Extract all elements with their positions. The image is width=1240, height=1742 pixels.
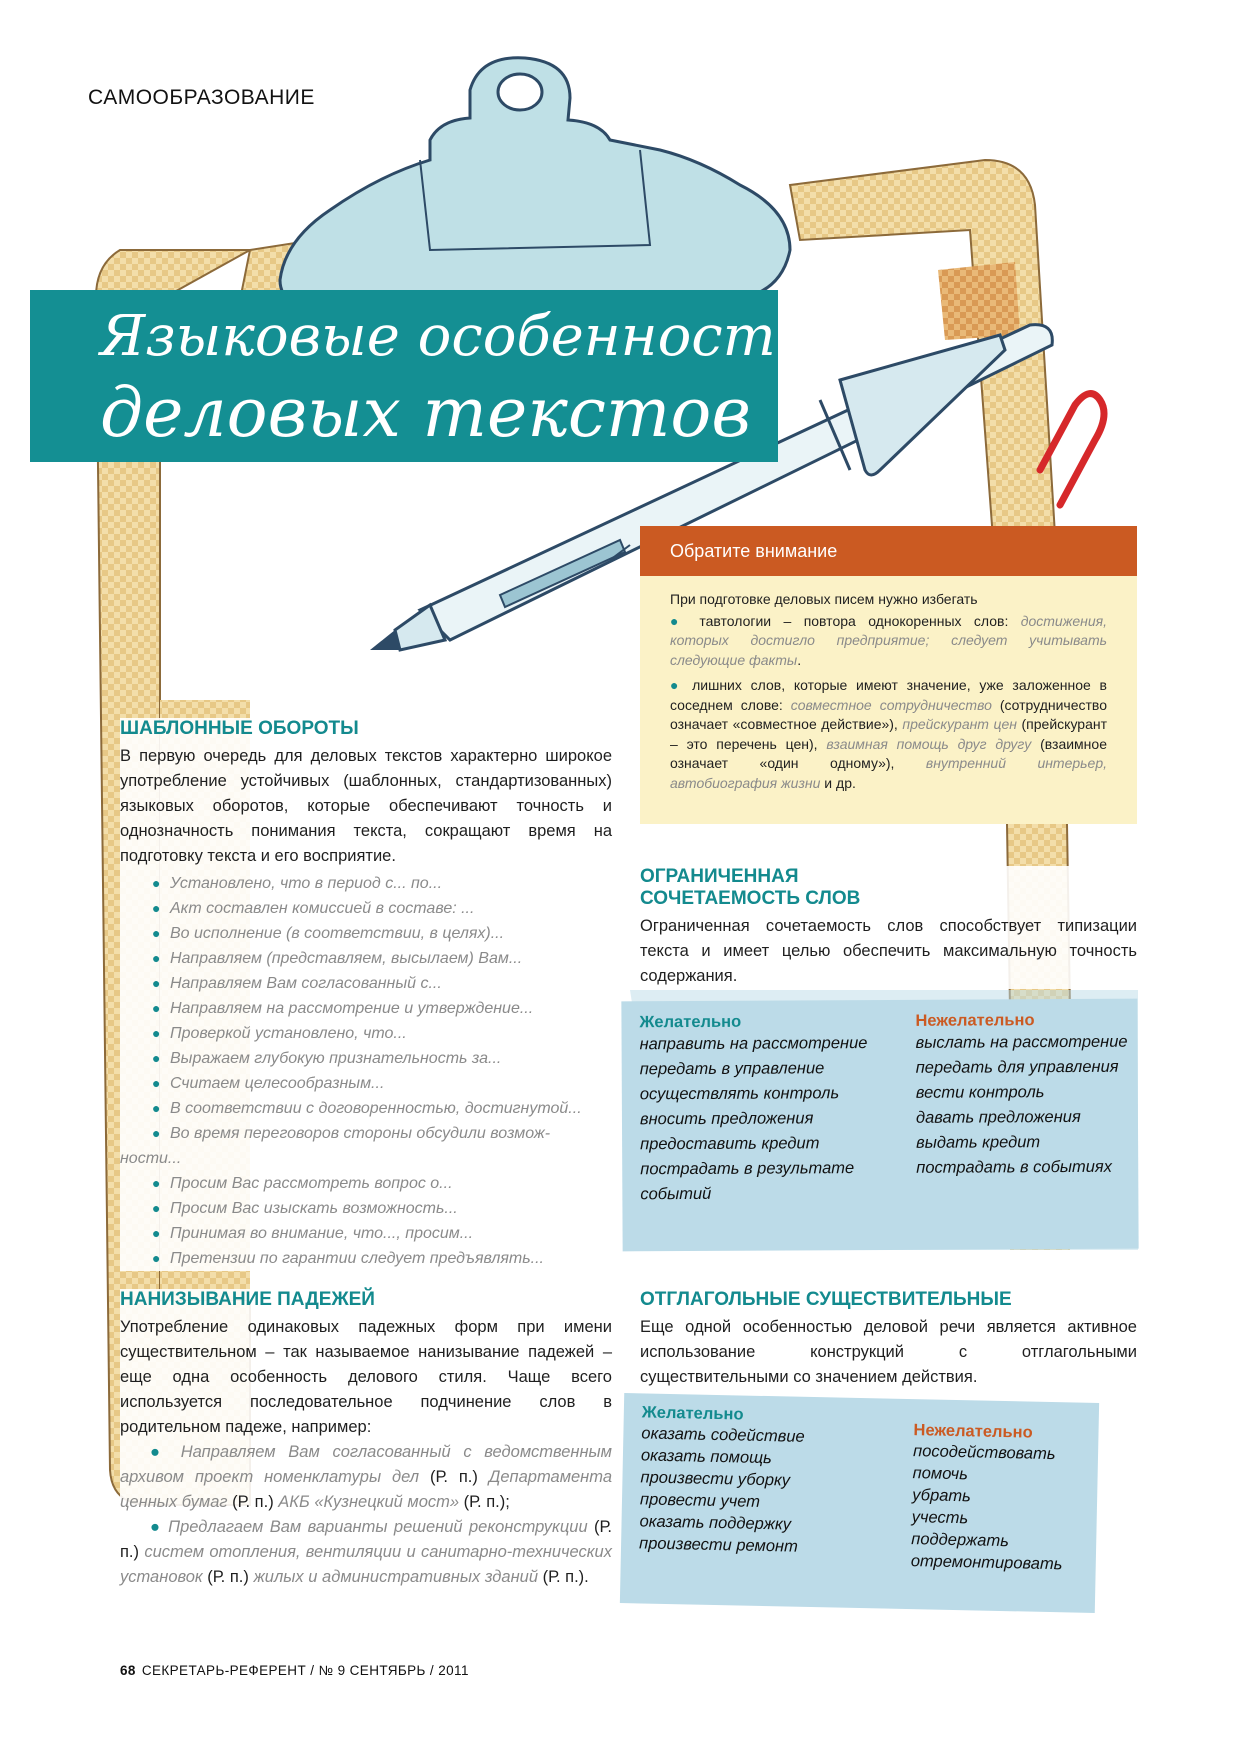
table-row: убрать <box>911 1486 972 1506</box>
list-item <box>120 921 612 946</box>
note-item <box>670 612 1107 671</box>
list-item <box>120 1046 612 1071</box>
text-span: Просим Вас рассмотреть вопрос о... <box>170 1175 453 1192</box>
text-span: и др. <box>820 774 856 791</box>
verbal-heading: ОТГЛАГОЛЬНЫЕ СУЩЕСТВИТЕЛЬНЫЕ <box>640 1289 1012 1310</box>
table-row: выдать кредит <box>916 1133 1041 1152</box>
text-span: Акт составлен комиссией в составе: ... <box>170 900 475 917</box>
text-span: взаимная помощь друг другу <box>826 735 1032 752</box>
title-line-1: Языковые особенности <box>100 304 812 369</box>
text-span: систем отопления, вентиляции и санитарно-технических установок <box>120 1543 612 1586</box>
text-span: (Р. п.); <box>459 1493 510 1511</box>
text-span: Просим Вас изыскать возможность... <box>170 1200 458 1217</box>
list-item <box>120 1021 612 1046</box>
note-intro: При подготовке деловых писем нужно избегать <box>670 591 978 607</box>
undesirable-label: Нежелательно <box>913 1421 1033 1442</box>
undesirable-column <box>911 1421 1094 1576</box>
table-row: событий <box>640 1184 712 1204</box>
text-span: жилых и административных зданий <box>253 1568 539 1586</box>
limited-heading-line-1: ОГРАНИЧЕННАЯ <box>640 866 799 887</box>
undesirable-column <box>915 1011 1138 1181</box>
text-span: достижения, которых достигло предприятие; следует учитывать следующие факты <box>670 612 1107 668</box>
table-row: осуществлять контроль <box>639 1084 840 1104</box>
table-row: поддержать <box>911 1530 1010 1551</box>
bullet-icon: ● <box>152 1125 161 1141</box>
text-span: Установлено, что в период с... по... <box>170 875 443 892</box>
cases-paragraph: Употребление одинаковых падежных форм при имени существительном – так называемое нанизывание падежей – еще одна особенность делового стиля. Чаще всего используется последовательное подчинение слов в родительном падеже, например: <box>120 1318 612 1436</box>
bullet-icon: ● <box>152 1000 161 1016</box>
list-item <box>120 1246 612 1271</box>
text-span: прейскурант цен <box>902 716 1017 732</box>
table-row: передать для управления <box>915 1057 1119 1077</box>
table-row: учесть <box>911 1508 969 1528</box>
text-span: АКБ «Кузнецкий мост» <box>278 1493 460 1511</box>
text-span: Считаем целесообразным... <box>170 1075 385 1092</box>
verbal-paragraph: Еще одной особенностью деловой речи является активное использование конструкций с отглагольными существительными со значением действия. <box>640 1318 1137 1386</box>
list-item <box>120 1071 612 1096</box>
table-row: пострадать в событиях <box>916 1157 1113 1177</box>
text-span: Департамента ценных бумаг <box>120 1468 613 1511</box>
bullet-icon: ● <box>152 1250 161 1266</box>
bullet-icon: ● <box>150 1518 169 1536</box>
table-row: отремонтировать <box>910 1552 1063 1574</box>
limited-table <box>621 999 1138 1252</box>
text-span: совместное сотрудничество <box>790 696 992 713</box>
cases-example-1 <box>120 1440 612 1515</box>
bullet-icon: ● <box>670 677 693 693</box>
desirable-label: Желательно <box>639 1012 742 1032</box>
table-row: пострадать в результате <box>640 1159 855 1179</box>
list-item <box>120 1196 612 1221</box>
text-span: тавтологии – повтора однокоренных слов: <box>699 612 1021 629</box>
verbal-section <box>640 1289 1137 1390</box>
bullet-icon: ● <box>152 1175 161 1191</box>
list-item <box>120 1096 612 1121</box>
text-span: (Р. п.) <box>120 1518 612 1561</box>
text-span: Проверкой установлено, что... <box>170 1025 407 1042</box>
text-span: ности... <box>120 1150 182 1167</box>
text-span: В соответствии с договоренностью, достигнутой... <box>170 1100 582 1117</box>
templates-heading: ШАБЛОННЫЕ ОБОРОТЫ <box>120 718 359 739</box>
table-row: давать предложения <box>915 1107 1081 1127</box>
table-row: вносить предложения <box>639 1109 814 1129</box>
bullet-icon: ● <box>152 975 161 991</box>
bullet-icon: ● <box>150 1443 181 1461</box>
text-span: Во исполнение (в соответствии, в целях)... <box>170 925 505 942</box>
limited-paragraph: Ограниченная сочетаемость слов способствует типизации текста и имеет целью обеспечить максимальную точность содержания. <box>640 917 1137 985</box>
table-row: помочь <box>912 1464 969 1484</box>
bullet-icon: ● <box>152 1100 161 1116</box>
text-span: Во время переговоров стороны обсудили возмож- <box>170 1125 551 1142</box>
text-span: (Р. п.) <box>419 1468 489 1486</box>
section-label: САМООБРАЗОВАНИЕ <box>88 86 315 109</box>
text-span: Претензии по гарантии следует предъявлять... <box>170 1250 544 1267</box>
note-body <box>640 576 1137 793</box>
note-item <box>670 676 1107 793</box>
page-number: 68 <box>120 1663 136 1678</box>
list-item <box>120 971 612 996</box>
text-span: Направляем Вам согласованный с ведомственным архивом проект номенклатуры дел <box>120 1443 612 1486</box>
text-span: Направляем (представляем, высылаем) Вам... <box>170 950 523 967</box>
text-span: Предлагаем Вам варианты решений реконструкции <box>168 1518 588 1536</box>
table-row: выслать на рассмотрение <box>915 1032 1128 1052</box>
bullet-icon: ● <box>152 1050 161 1066</box>
text-span: Направляем на рассмотрение и утверждение... <box>170 1000 534 1017</box>
templates-paragraph: В первую очередь для деловых текстов характерно широкое употребление устойчивых (шаблонных, стандартизованных) языковых оборотов, которые обеспечивают точность и однозначность понимания текста, сокращают время на подготовку текста и его восприятие. <box>120 747 612 865</box>
bullet-icon: ● <box>152 900 161 916</box>
list-item <box>120 1121 612 1146</box>
templates-section <box>120 718 612 1271</box>
table-row: провести учет <box>639 1490 761 1511</box>
attention-note <box>640 526 1137 824</box>
table-row: направить на рассмотрение <box>639 1034 868 1054</box>
list-item <box>120 946 612 971</box>
text-span: (Р. п.) <box>202 1568 254 1586</box>
desirable-column <box>639 1403 872 1559</box>
bullet-icon: ● <box>152 950 161 966</box>
text-span: (Р. п.). <box>538 1568 589 1586</box>
text-span: внутренний интерьер, автобиография жизни <box>670 755 1107 791</box>
text-span: (прейскурант – это перечень цен), <box>670 716 1108 752</box>
table-row: оказать поддержку <box>639 1512 792 1534</box>
page-footer <box>120 1663 469 1678</box>
table-row: посодействовать <box>912 1442 1056 1464</box>
table-row: вести контроль <box>915 1083 1045 1102</box>
title-banner <box>30 290 812 462</box>
desirable-label: Желательно <box>641 1403 744 1424</box>
bullet-icon: ● <box>152 1200 161 1216</box>
text-span: (взаимное означает «один одному»), <box>670 735 1107 771</box>
bullet-icon: ● <box>670 612 700 629</box>
verbal-table <box>620 1393 1099 1613</box>
limited-section <box>640 866 1137 989</box>
text-span: лишних слов, которые имеют значение, уже заложенное в соседнем слове: <box>670 677 1107 713</box>
bullet-icon: ● <box>152 1075 161 1091</box>
text-span: (Р. п.) <box>227 1493 279 1511</box>
text-span: Направляем Вам согласованный с... <box>170 975 442 992</box>
list-item <box>120 1221 612 1246</box>
table-row: произвести уборку <box>640 1468 791 1490</box>
table-row: произвести ремонт <box>638 1534 799 1556</box>
table-row: оказать содействие <box>641 1424 805 1446</box>
magazine-info: СЕКРЕТАРЬ-РЕФЕРЕНТ / № 9 СЕНТЯБРЬ / 2011 <box>141 1663 469 1678</box>
cases-example-2 <box>120 1515 612 1590</box>
bullet-icon: ● <box>152 1025 161 1041</box>
table-row: передать в управление <box>639 1059 825 1079</box>
list-item <box>120 896 612 921</box>
list-item <box>120 996 612 1021</box>
desirable-column <box>639 1012 890 1207</box>
templates-list <box>120 871 612 1271</box>
text-span: Принимая во внимание, что..., просим... <box>170 1225 474 1242</box>
bullet-icon: ● <box>152 1225 161 1241</box>
bullet-icon: ● <box>152 925 161 941</box>
table-row: оказать помощь <box>640 1446 773 1468</box>
bullet-icon: ● <box>152 875 161 891</box>
note-heading: Обратите внимание <box>640 526 1137 576</box>
table-row: предоставить кредит <box>640 1134 820 1154</box>
text-span: . <box>797 651 802 668</box>
list-item <box>120 1146 612 1171</box>
text-span: Выражаем глубокую признательность за... <box>170 1050 502 1067</box>
cases-section <box>120 1289 612 1590</box>
list-item <box>120 871 612 896</box>
text-span: (сотрудничество означает «совместное действие»), <box>670 696 1107 732</box>
limited-heading-line-2: СОЧЕТАЕМОСТЬ СЛОВ <box>640 888 861 909</box>
cases-heading: НАНИЗЫВАНИЕ ПАДЕЖЕЙ <box>120 1289 375 1310</box>
title-line-2: деловых текстов <box>100 374 751 453</box>
list-item <box>120 1171 612 1196</box>
undesirable-label: Нежелательно <box>915 1011 1035 1030</box>
